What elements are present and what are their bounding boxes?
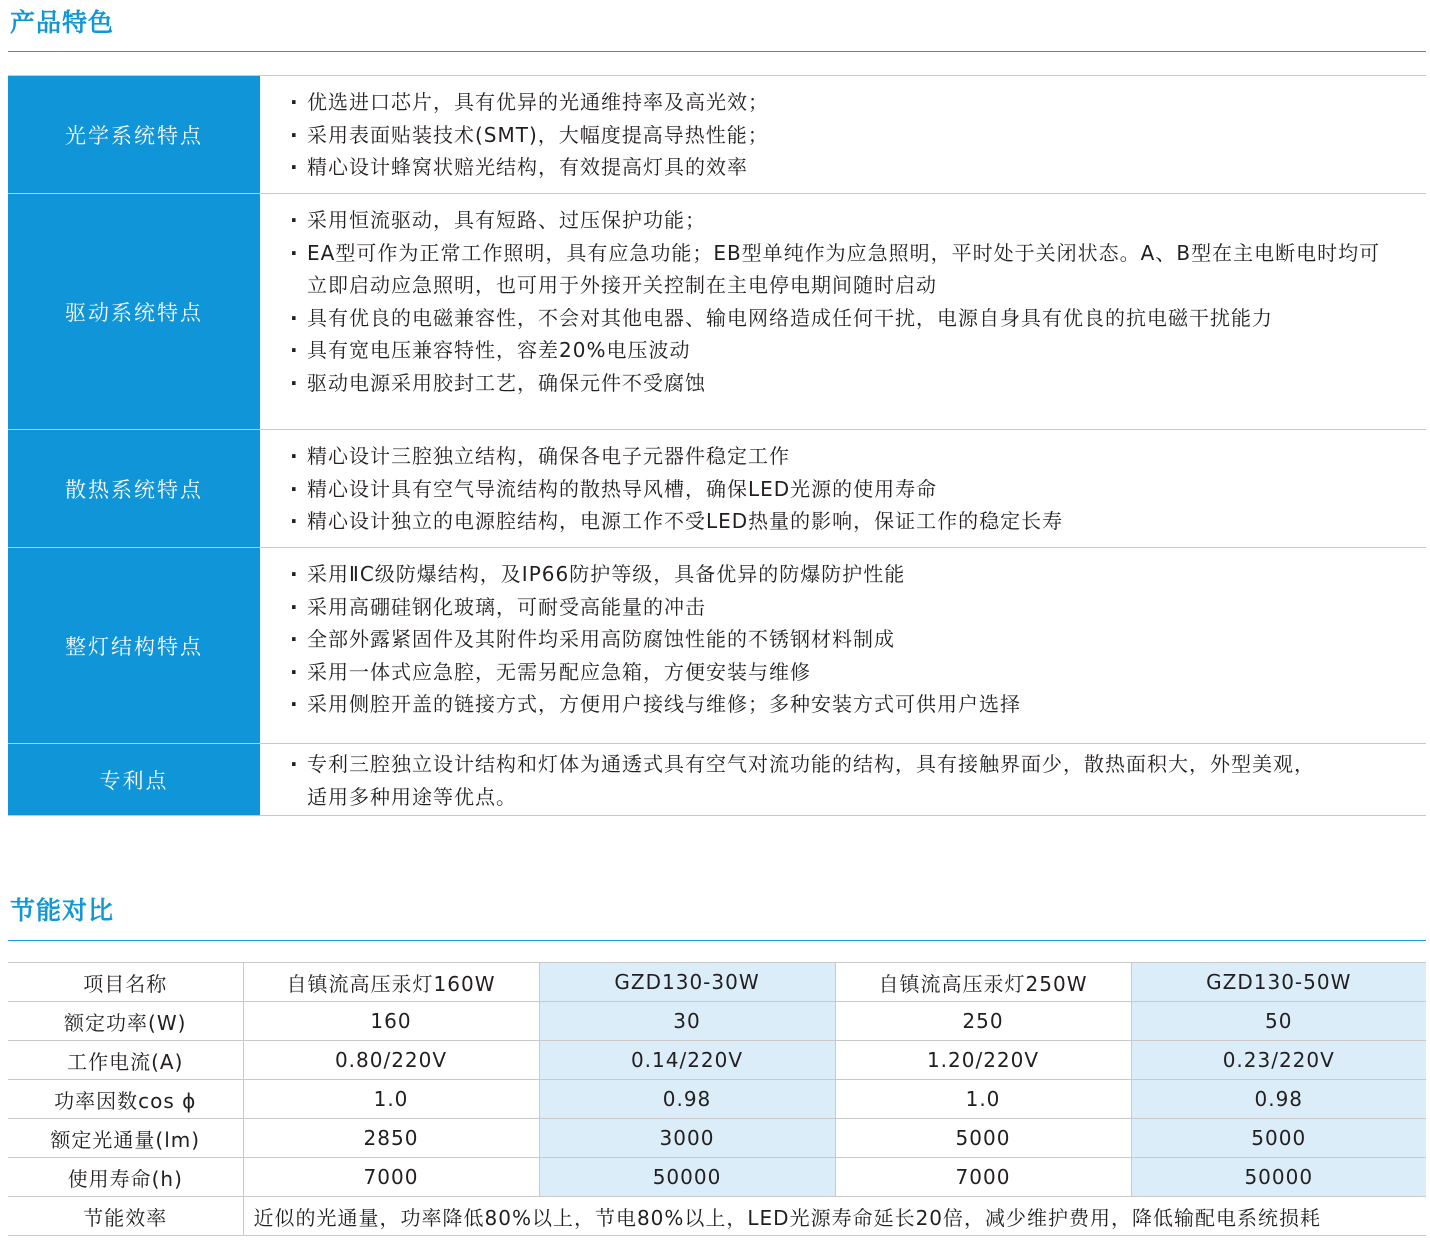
table-cell: 0.80/220V bbox=[243, 1041, 539, 1080]
efficiency-row bbox=[8, 1197, 1426, 1236]
feature-row-patent bbox=[8, 744, 1426, 816]
table-cell: 5000 bbox=[835, 1119, 1131, 1158]
features-table bbox=[8, 75, 1426, 816]
table-cell: 30 bbox=[539, 1002, 835, 1041]
feature-item: · 采用表面贴装技术(SMT)，大幅度提高导热性能； bbox=[290, 119, 1426, 152]
header-cell: 项目名称 bbox=[8, 963, 243, 1002]
table-row bbox=[8, 1041, 1426, 1080]
feature-item: · 采用高硼硅钢化玻璃，可耐受高能量的冲击 bbox=[290, 591, 1426, 624]
table-cell: 1.20/220V bbox=[835, 1041, 1131, 1080]
feature-item: · 全部外露紧固件及其附件均采用高防腐蚀性能的不锈钢材料制成 bbox=[290, 623, 1426, 656]
feature-item: · 采用ⅡC级防爆结构，及IP66防护等级，具备优异的防爆防护性能 bbox=[290, 558, 1426, 591]
feature-label: 散热系统特点 bbox=[8, 430, 260, 547]
feature-item: · 精心设计三腔独立结构，确保各电子元器件稳定工作 bbox=[290, 440, 1426, 473]
feature-label: 驱动系统特点 bbox=[8, 194, 260, 429]
feature-item: · 采用侧腔开盖的链接方式，方便用户接线与维修；多种安装方式可供用户选择 bbox=[290, 688, 1426, 721]
table-cell: 50000 bbox=[1131, 1158, 1426, 1197]
feature-list bbox=[260, 76, 1426, 193]
table-cell: 1.0 bbox=[243, 1080, 539, 1119]
row-label: 工作电流(A) bbox=[8, 1041, 243, 1080]
feature-item: · EA型可作为正常工作照明，具有应急功能；EB型单纯作为应急照明，平时处于关闭状态。A、B型在主电断电时均可立即启动应急照明，也可用于外接开关控制在主电停电期间随时启动 bbox=[290, 237, 1390, 302]
feature-item: · 精心设计具有空气导流结构的散热导风槽，确保LED光源的使用寿命 bbox=[290, 473, 1426, 506]
feature-label: 整灯结构特点 bbox=[8, 548, 260, 743]
header-cell: GZD130-50W bbox=[1131, 963, 1426, 1002]
compare-section-title: 节能对比 bbox=[10, 896, 115, 925]
feature-item: · 精心设计独立的电源腔结构，电源工作不受LED热量的影响，保证工作的稳定长寿 bbox=[290, 505, 1426, 538]
feature-item: · 采用一体式应急腔，无需另配应急箱，方便安装与维修 bbox=[290, 656, 1426, 689]
table-cell: 250 bbox=[835, 1002, 1131, 1041]
feature-row-structure bbox=[8, 548, 1426, 744]
table-cell: 0.14/220V bbox=[539, 1041, 835, 1080]
row-label: 节能效率 bbox=[8, 1197, 243, 1236]
row-label: 使用寿命(h) bbox=[8, 1158, 243, 1197]
header-cell: 自镇流高压汞灯250W bbox=[835, 963, 1131, 1002]
header-cell: GZD130-30W bbox=[539, 963, 835, 1002]
table-cell: 2850 bbox=[243, 1119, 539, 1158]
row-label: 额定功率(W) bbox=[8, 1002, 243, 1041]
table-cell: 0.98 bbox=[1131, 1080, 1426, 1119]
feature-item: · 驱动电源采用胶封工艺，确保元件不受腐蚀 bbox=[290, 367, 1390, 400]
feature-label: 光学系统特点 bbox=[8, 76, 260, 193]
comparison-table bbox=[8, 962, 1426, 1236]
feature-item: · 专利三腔独立设计结构和灯体为通透式具有空气对流功能的结构，具有接触界面少，散热面积大，外型美观，适用多种用途等优点。 bbox=[290, 748, 1316, 813]
table-header-row bbox=[8, 963, 1426, 1002]
table-cell: 0.23/220V bbox=[1131, 1041, 1426, 1080]
feature-list bbox=[260, 430, 1426, 547]
table-cell: 50 bbox=[1131, 1002, 1426, 1041]
feature-list bbox=[260, 744, 1426, 815]
table-cell: 7000 bbox=[243, 1158, 539, 1197]
feature-item: · 精心设计蜂窝状赔光结构，有效提高灯具的效率 bbox=[290, 151, 1426, 184]
table-cell: 5000 bbox=[1131, 1119, 1426, 1158]
feature-item: · 优选进口芯片，具有优异的光通维持率及高光效； bbox=[290, 86, 1426, 119]
features-title-rule bbox=[8, 51, 1426, 52]
table-row bbox=[8, 1158, 1426, 1197]
efficiency-text: 近似的光通量，功率降低80%以上，节电80%以上，LED光源寿命延长20倍，减少维护费用，降低输配电系统损耗 bbox=[243, 1197, 1426, 1236]
feature-item: · 具有宽电压兼容特性，容差20%电压波动 bbox=[290, 334, 1390, 367]
table-cell: 1.0 bbox=[835, 1080, 1131, 1119]
table-cell: 7000 bbox=[835, 1158, 1131, 1197]
header-cell: 自镇流高压汞灯160W bbox=[243, 963, 539, 1002]
feature-item: · 采用恒流驱动，具有短路、过压保护功能； bbox=[290, 204, 1390, 237]
row-label: 功率因数cos ϕ bbox=[8, 1080, 243, 1119]
feature-label: 专利点 bbox=[8, 744, 260, 815]
feature-row-driver bbox=[8, 194, 1426, 430]
compare-title-rule bbox=[8, 940, 1426, 941]
row-label: 额定光通量(lm) bbox=[8, 1119, 243, 1158]
table-cell: 160 bbox=[243, 1002, 539, 1041]
feature-row-thermal bbox=[8, 430, 1426, 548]
table-row bbox=[8, 1080, 1426, 1119]
feature-list bbox=[260, 194, 1426, 429]
features-section-title: 产品特色 bbox=[10, 8, 115, 37]
table-row bbox=[8, 1002, 1426, 1041]
feature-row-optical bbox=[8, 76, 1426, 194]
feature-item: · 具有优良的电磁兼容性，不会对其他电器、输电网络造成任何干扰，电源自身具有优良的抗电磁干扰能力 bbox=[290, 302, 1390, 335]
feature-list bbox=[260, 548, 1426, 743]
table-row bbox=[8, 1119, 1426, 1158]
table-cell: 50000 bbox=[539, 1158, 835, 1197]
table-cell: 3000 bbox=[539, 1119, 835, 1158]
table-cell: 0.98 bbox=[539, 1080, 835, 1119]
